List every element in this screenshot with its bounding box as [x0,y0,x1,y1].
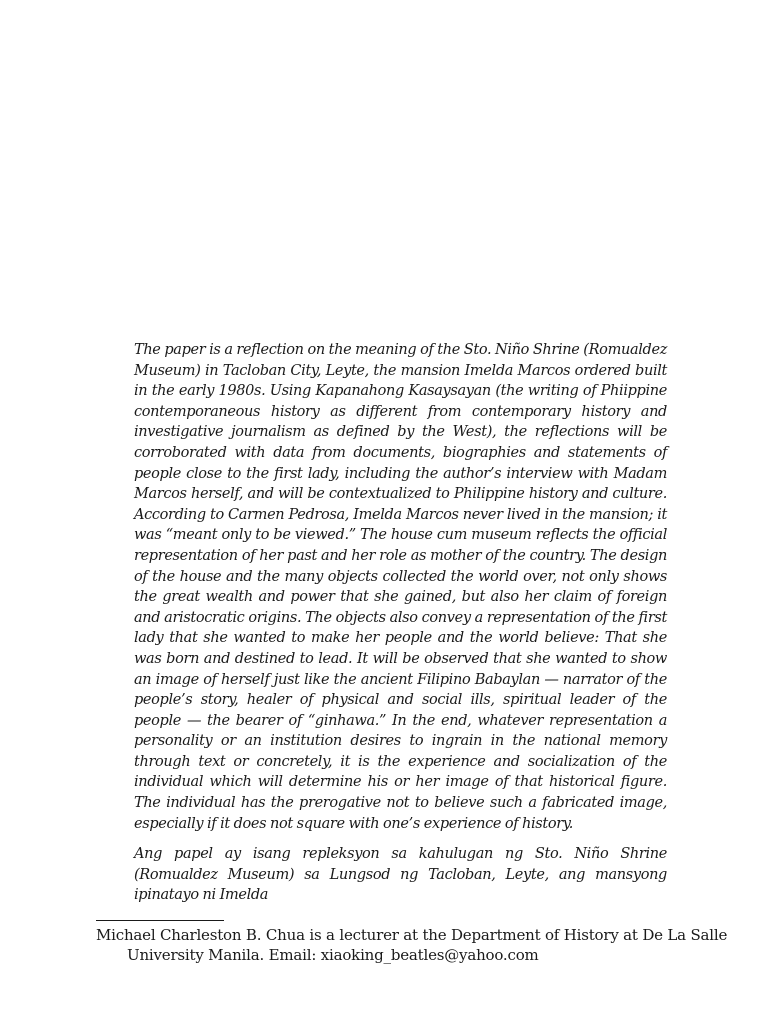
abstract [134,340,667,904]
author-footnote: Michael Charleston B. Chua is a lecturer at the Department of History at De La Salle University Manila. Email: xiaoking_beatles@yahoo.com [96,926,728,964]
footnote-rule [96,920,224,921]
abstract-filipino: Ang papel ay isang repleksyon sa kahulugan ng Sto. Niño Shrine (Romualdez Museum) sa Lungsod ng Tacloban, Leyte, ang mansyong ipinatayo ni Imelda [134,846,667,904]
abstract-english: The paper is a reflection on the meaning of the Sto. Niño Shrine (Romualdez Museum) in Tacloban City, Leyte, the mansion Imelda Marcos ordered built in the early 1980s. Using Kapanahong Kasaysayan (the writing of Phiippine contemporaneous history as different from contemporary history and investigative journalism as defined by the West), the reflections will be corroborated with data from documents, biographies and statements of people close to the first lady, including the author’s interview with Madam Marcos herself, and will be contextualized to Philippine history and culture. According to Carmen Pedrosa, Imelda Marcos never lived in the mansion; it was “meant only to be viewed.” The house cum museum reflects the official representation of her past and her role as mother of the country. The design of the house and the many objects collected the world over, not only shows the great wealth and power that she gained, but also her claim of foreign and aristocratic origins. The objects also convey a representation of the first lady that she wanted to make her people and the world believe: That she was born and destined to lead. It will be observed that she wanted to show an image of herself just like the ancient Filipino Babaylan — narrator of the people’s story, healer of physical and social ills, spiritual leader of the people — the bearer of “ginhawa.” In the end, whatever representation a personality or an institution desires to ingrain in the national memory through text or concretely, it is the experience and socialization of the individual which will determine his or her image of that historical figure. The individual has the prerogative not to believe such a fabricated image, especially if it does not square with one’s experience of history. [134,342,667,832]
